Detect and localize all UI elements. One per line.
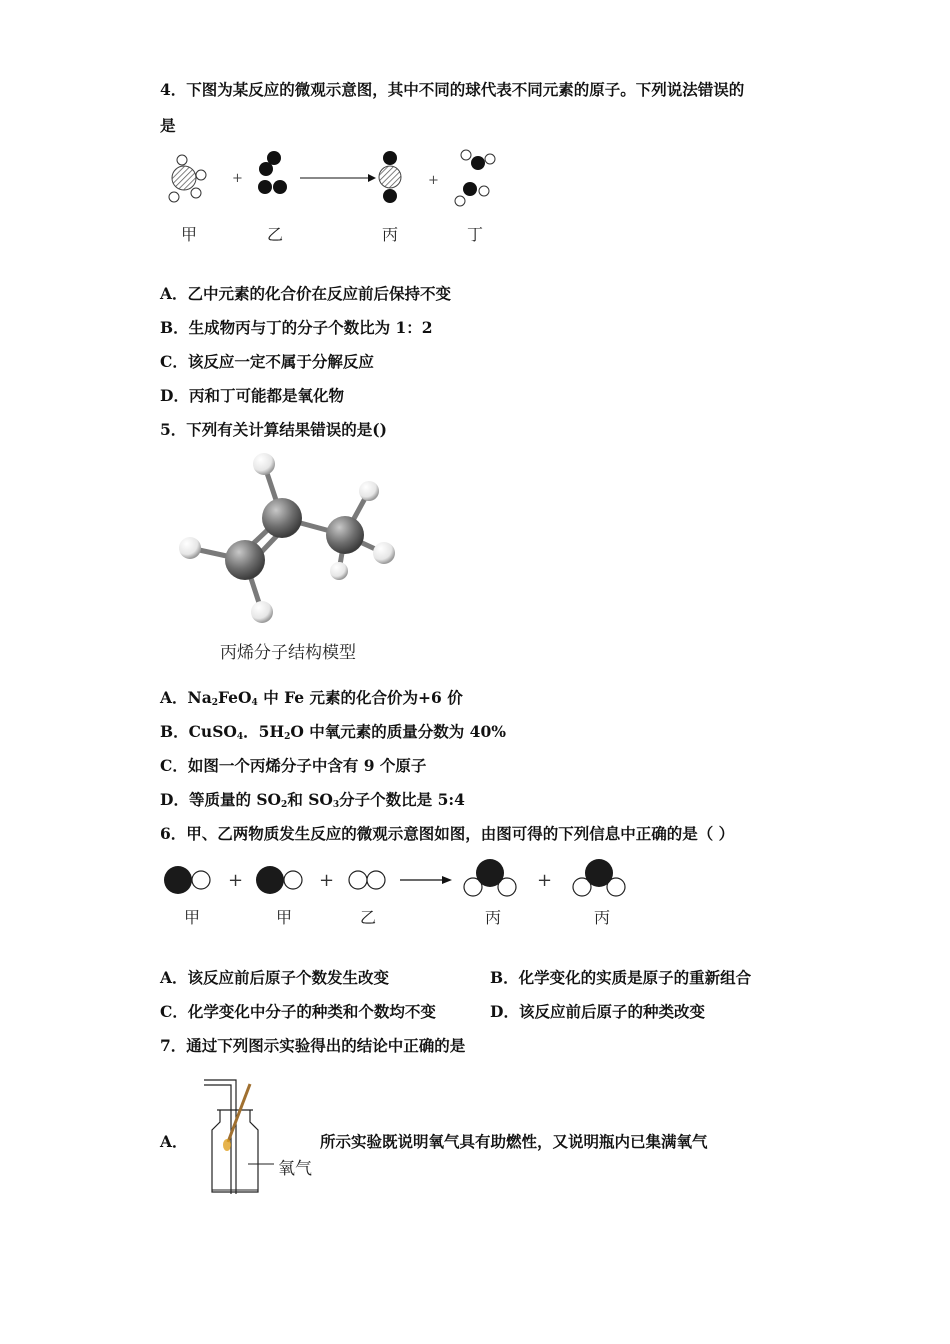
q4-molecule-yi <box>258 151 287 194</box>
q6-molecule-bing-2 <box>573 859 625 896</box>
q6-stem: 6．甲、乙两物质发生反应的微观示意图如图，由图可得的下列信息中正确的是（ ） <box>160 824 735 843</box>
q4-molecule-bing <box>379 151 401 203</box>
svg-text:+: + <box>228 870 244 891</box>
q5-option-d: D．等质量的 $SO_2$和 $SO_3$分子个数比是 5:4 <box>160 790 465 810</box>
q5-option-b: B．CuSO$_4$．$5H_2O$ 中氧元素的质量分数为 40% <box>160 722 506 742</box>
q4-option-c: C．该反应一定不属于分解反应 <box>160 352 374 371</box>
q7-stem: 7．通过下列图示实验得出的结论中正确的是 <box>160 1036 466 1055</box>
svg-text:+: + <box>428 173 439 188</box>
q4-option-d: D．丙和丁可能都是氧化物 <box>160 386 344 405</box>
q6-label-jia-1: 甲 <box>184 908 201 927</box>
q6-reaction-diagram <box>160 858 640 908</box>
q4-label-jia: 甲 <box>181 225 198 244</box>
q4-option-b: B．生成物丙与丁的分子个数比为 1：2 <box>160 318 433 337</box>
q4-label-yi: 乙 <box>267 225 284 244</box>
q6-option-a: A．该反应前后原子个数发生改变 <box>160 968 390 987</box>
q5-option-a: A．$Na_2FeO_4$ 中 Fe 元素的化合价为+6 价 <box>160 688 463 708</box>
q6-option-c: C．化学变化中分子的种类和个数均不变 <box>160 1002 436 1021</box>
q6-label-yi: 乙 <box>360 908 377 927</box>
q6-option-b: B．化学变化的实质是原子的重新组合 <box>490 968 752 987</box>
q6-molecule-jia-1 <box>164 866 210 894</box>
q4-stem-line1: 4．下图为某反应的微观示意图，其中不同的球代表不同元素的原子。下列说法错误的 <box>160 80 745 99</box>
q6-molecule-jia-2 <box>256 866 302 894</box>
q7-option-a-letter: A． <box>160 1132 188 1151</box>
q6-label-bing-1: 丙 <box>485 908 502 927</box>
q6-label-bing-2: 丙 <box>594 908 611 927</box>
q4-molecule-ding <box>455 150 495 206</box>
oxygen-label: 氧气 <box>278 1159 312 1179</box>
q4-option-a: A．乙中元素的化合价在反应前后保持不变 <box>160 284 452 303</box>
q4-label-bing: 丙 <box>382 225 399 244</box>
q4-arrow <box>300 174 376 182</box>
propene-model <box>170 450 410 630</box>
q6-molecule-yi <box>349 871 385 889</box>
q5-option-c: C．如图一个丙烯分子中含有 9 个原子 <box>160 756 427 775</box>
q6-label-jia-2: 甲 <box>276 908 293 927</box>
q4-molecule-jia <box>169 155 206 202</box>
q6-arrow <box>400 876 452 884</box>
svg-text:+: + <box>232 171 243 186</box>
q5-stem: 5．下列有关计算结果错误的是() <box>160 420 387 439</box>
q6-molecule-bing-1 <box>464 859 516 896</box>
q4-stem-line2: 是 <box>160 116 176 135</box>
svg-text:+: + <box>537 870 553 891</box>
propene-caption: 丙烯分子结构模型 <box>220 643 356 663</box>
q7-option-a-text: 所示实验既说明氧气具有助燃性，又说明瓶内已集满氧气 <box>320 1132 708 1151</box>
svg-text:+: + <box>319 870 335 891</box>
q4-reaction-diagram <box>160 145 520 215</box>
q6-option-d: D．该反应前后原子的种类改变 <box>490 1002 705 1021</box>
q4-label-ding: 丁 <box>467 225 484 244</box>
